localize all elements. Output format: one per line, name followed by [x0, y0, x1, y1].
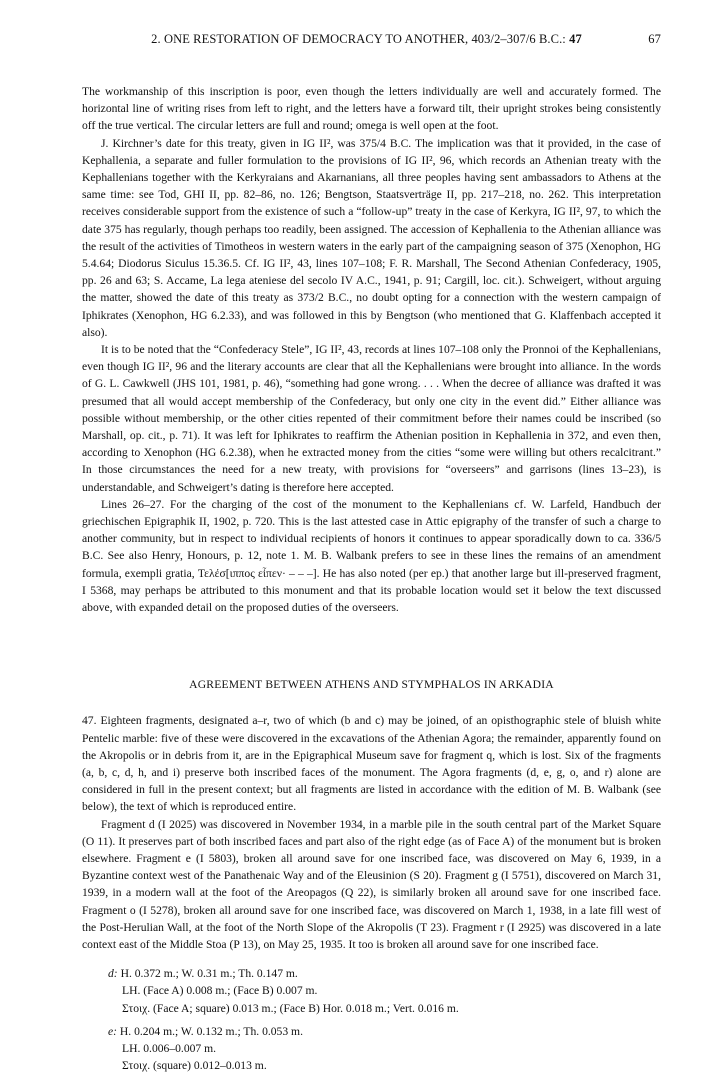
measurement-block-d: [108, 965, 661, 1017]
measurement-line: Στοιχ. (Face A; square) 0.013 m.; (Face B) Hor. 0.018 m.; Vert. 0.016 m.: [122, 1001, 459, 1015]
measurement-line: Στοιχ. (square) 0.012–0.013 m.: [122, 1059, 267, 1073]
running-head-number: 47: [569, 32, 582, 46]
measurement-line: LH. 0.006–0.007 m.: [122, 1041, 217, 1055]
running-head: [82, 32, 621, 47]
page-header: [82, 32, 661, 54]
fragment-label: e:: [108, 1024, 118, 1038]
measurement-text: H. 0.372 m.; W. 0.31 m.; Th. 0.147 m.: [120, 967, 298, 981]
section-heading: AGREEMENT BETWEEN ATHENS AND STYMPHALOS IN ARKADIA: [189, 678, 554, 692]
measurement-line: [108, 1023, 661, 1040]
measurement-block-e: [108, 1023, 661, 1074]
paragraph: J. Kirchner’s date for this treaty, given in IG II², was 375/4 B.C. The implication was that it provided, in the case of Kephallenia, a separate and fuller formulation to the provisions of IG II², 96, which records an Athenian treaty with the Kephallenians together with the Kerkyraians and Akarnanians, all three peoples having sent ambassadors to Athens at the same time: see Tod, GHI II, pp. 82–86, no. 126; Bengtson, Staatsverträge II, pp. 217–218, no. 262. This interpretation receives considerable support from the existence of such a “follow-up” treaty in the case of Kerkyra, IG II², 97, to which the date 375 has regularly, though perhaps too readily, been assigned. The accession of Kephallenia to the Athenian alliance was the result of the activities of Timotheos in western waters in the early part of the campaigning season of 375 (Xenophon, HG 5.4.64; Diodorus Siculus 15.36.5. Cf. IG II², 43, lines 107–108; F. R. Marshall, The Second Athenian Confederacy, 1905, pp. 26 and 63; S. Accame, La lega ateniese del secolo IV A.C., 1941, p. 91; Cargill, loc. cit.). Schweigert, without arguing the matter, showed the date of this treaty as 373/2 B.C., no doubt opting for a connection with the western campaign of Iphikrates (Xenophon, HG 6.2.33), and was followed in this by Bengtson (who mentioned that G. Klaffenbach accepted it also).: [82, 136, 661, 339]
measurement-text: H. 0.204 m.; W. 0.132 m.; Th. 0.053 m.: [119, 1024, 303, 1038]
section-body: [82, 712, 661, 953]
paragraph: The workmanship of this inscription is poor, even though the letters individually are well and accurately formed. The horizontal line of writing rises from left to right, and the letters have a forward tilt, their upright strokes being consistently off the true vertical. The circular letters are full and round; omega is well open at the foot.: [82, 85, 661, 133]
commentary-body: [82, 83, 661, 616]
measurement-line: [108, 965, 661, 982]
running-head-text: 2. ONE RESTORATION OF DEMOCRACY TO ANOTHER, 403/2–307/6 B.C.:: [151, 32, 566, 46]
fragment-label: d:: [108, 967, 118, 981]
measurement-line: LH. (Face A) 0.008 m.; (Face B) 0.007 m.: [122, 984, 318, 998]
paragraph: It is to be noted that the “Confederacy Stele”, IG II², 43, records at lines 107–108 only the Pronnoi of the Kephallenians, even though IG II², 96 and the literary accounts are clear that all the Kephallenians were brought into alliance. In the words of G. L. Cawkwell (JHS 101, 1981, p. 46), “something had gone wrong. . . . When the decree of alliance was drafted it was presumed that all would accept membership of the Confederacy, but only one city in the event did.” Either alliance was possible without membership, or the other cities repented of their commitment before their names could be inscribed (so Marshall, op. cit., p. 71). It was left for Iphikrates to reaffirm the Athenian position in Kephallenia in 372, and even then, according to Xenophon (HG 6.2.38), when he extracted money from the cities “some were willing but others recalcitrant.” In those circumstances the need for a new treaty, with provisions for “overseers” and garrisons (lines 13–23), is understandable, and Schweigert’s dating is therefore here accepted.: [82, 343, 661, 494]
paragraph: Lines 26–27. For the charging of the cost of the monument to the Kephallenians cf. W. Larfeld, Handbuch der griechischen Epigraphik II, 1902, p. 720. This is the last attested case in Attic epigraphy of the transfer of such a charge to another community, but in respect to individual recipients of honors it continues to appear sporadically down to ca. 336/5 B.C. See also Henry, Honours, p. 12, note 1. M. B. Walbank prefers to see in these lines the remains of an amendment formula, exempli gratia, Τελέσ[ιππος εἶπεν· – – –]. He has also noted (per ep.) that another large but ill-preserved fragment, I 5368, may perhaps be attributed to this monument and that its probable location would set it below the text discussed above, with expanded detail on the proposed duties of the overseers.: [82, 497, 661, 615]
page-number: 67: [648, 32, 661, 46]
paragraph: Fragment d (I 2025) was discovered in November 1934, in a marble pile in the south central part of the Market Square (O 11). It preserves part of both inscribed faces and part also of the right edge (as of Face A) of the monument but is broken elsewhere. Fragment e (I 5803), broken all around save for one inscribed face, was discovered on May 6, 1939, in a Byzantine context west of the Panathenaic Way and of the Eleusinion (S 20). Fragment g (I 5751), discovered on March 31, 1939, in a modern wall at the foot of the Areopagos (Q 22), is similarly broken all around save for one inscribed face. Fragment o (I 5278), broken all around save for one inscribed face, was discovered on March 1, 1938, in a late fill west of the Post-Herulian Wall, at the foot of the North Slope of the Akropolis (T 23). Fragment r (I 2925) was discovered in a late context east of the Middle Stoa (P 13), on May 25, 1935. It too is broken all around save for one inscribed face.: [82, 817, 661, 951]
paragraph: 47. Eighteen fragments, designated a–r, two of which (b and c) may be joined, of an opisthographic stele of bluish white Pentelic marble: five of these were discovered in the excavations of the Athenian Agora; the remainder, apparently found on the Akropolis or in debris from it, are in the Epigraphical Museum save for fragment q, which is lost. Six of the fragments (a, b, c, d, h, and i) preserve both inscribed faces of the monument. The Agora fragments (d, e, g, o, and r) alone are considered in full in the present context; but all fragments are listed in accordance with the edition of M. B. Walbank (see below), the text of which is reproduced entire.: [82, 714, 661, 814]
